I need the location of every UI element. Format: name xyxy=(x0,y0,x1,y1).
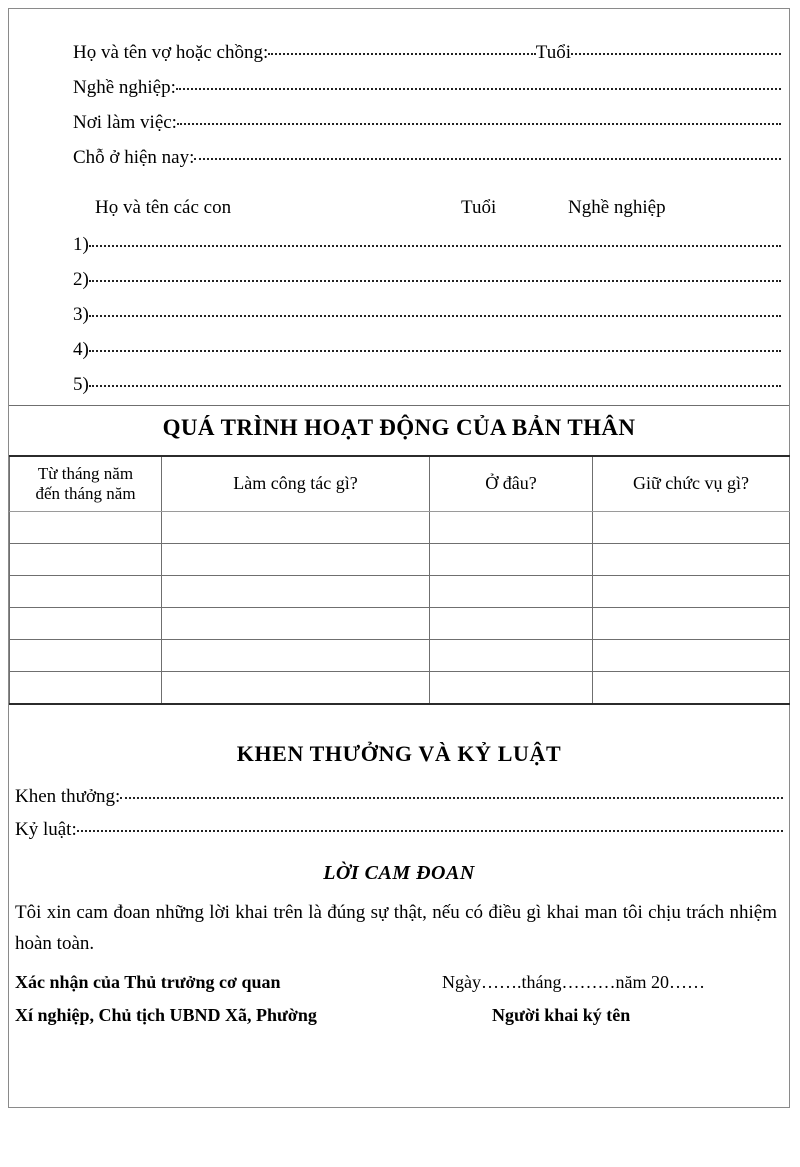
activity-col-position: Giữ chức vụ gì? xyxy=(593,456,790,512)
child-row xyxy=(73,305,781,340)
field-occupation xyxy=(73,78,781,113)
child-row-number: 5) xyxy=(73,374,89,395)
signature-line-2 xyxy=(15,1005,783,1038)
table-row xyxy=(10,544,790,576)
cell-position[interactable] xyxy=(593,672,790,705)
cell-place[interactable] xyxy=(430,544,593,576)
child-row xyxy=(73,340,781,375)
children-rows xyxy=(73,235,781,410)
table-row xyxy=(10,640,790,672)
activity-col-period-line1: Từ tháng năm xyxy=(37,463,134,483)
activity-section-title: QUÁ TRÌNH HOẠT ĐỘNG CỦA BẢN THÂN xyxy=(162,415,636,440)
cell-work[interactable] xyxy=(162,608,430,640)
field-workplace xyxy=(73,113,781,148)
child-row-dots[interactable] xyxy=(89,315,781,317)
child-row-number: 1) xyxy=(73,234,89,255)
activity-col-place: Ở đâu? xyxy=(430,456,593,512)
activity-table xyxy=(9,455,790,705)
pledge-section-title: LỜI CAM ĐOAN xyxy=(323,862,475,884)
reward-label: Khen thưởng: xyxy=(15,786,121,807)
spouse-name-dots[interactable] xyxy=(268,53,536,55)
confirmation-authority-label: Xác nhận của Thủ trưởng cơ quan xyxy=(15,972,281,992)
children-col-job: Nghề nghiệp xyxy=(568,197,666,218)
reward-dots[interactable] xyxy=(120,797,783,799)
child-row-dots[interactable] xyxy=(89,245,781,247)
table-row xyxy=(10,672,790,705)
cell-place[interactable] xyxy=(430,576,593,608)
activity-col-work: Làm công tác gì? xyxy=(162,456,430,512)
occupation-label: Nghề nghiệp: xyxy=(73,77,176,98)
spouse-age-label: Tuổi xyxy=(535,42,571,63)
cell-position[interactable] xyxy=(593,608,790,640)
cell-place[interactable] xyxy=(430,608,593,640)
spouse-age-dots[interactable] xyxy=(571,53,781,55)
activity-table-header-row xyxy=(10,456,790,512)
cell-period[interactable] xyxy=(10,640,162,672)
activity-col-period xyxy=(10,456,162,512)
reward-section xyxy=(15,787,783,853)
discipline-label: Kỷ luật: xyxy=(15,819,77,840)
child-row xyxy=(73,235,781,270)
workplace-dots[interactable] xyxy=(177,123,781,125)
pledge-text: Tôi xin cam đoan những lời khai trên là đúng sự thật, nếu có điều gì khai man tôi chịu trách nhiệm hoàn toàn. xyxy=(15,902,777,955)
cell-place[interactable] xyxy=(430,512,593,544)
table-row xyxy=(10,576,790,608)
document-content xyxy=(9,9,789,1107)
workplace-label: Nơi làm việc: xyxy=(73,112,177,133)
cell-position[interactable] xyxy=(593,512,790,544)
cell-period[interactable] xyxy=(10,512,162,544)
child-row-dots[interactable] xyxy=(89,280,781,282)
cell-place[interactable] xyxy=(430,640,593,672)
cell-position[interactable] xyxy=(593,544,790,576)
signature-line-1 xyxy=(15,972,783,1005)
cell-position[interactable] xyxy=(593,640,790,672)
activity-table-body xyxy=(10,512,790,705)
cell-period[interactable] xyxy=(10,576,162,608)
residence-label: Chỗ ở hiện nay: xyxy=(73,147,195,168)
reward-section-title: KHEN THƯỞNG VÀ KỶ LUẬT xyxy=(236,741,562,766)
residence-dots[interactable] xyxy=(194,158,781,160)
activity-section-top-rule xyxy=(9,405,789,406)
cell-place[interactable] xyxy=(430,672,593,705)
cell-work[interactable] xyxy=(162,512,430,544)
discipline-dots[interactable] xyxy=(77,830,783,832)
activity-col-period-line2: đến tháng năm xyxy=(35,484,136,503)
field-residence xyxy=(73,148,781,183)
confirmation-authority-sublabel: Xí nghiệp, Chủ tịch UBND Xã, Phường xyxy=(15,1005,317,1025)
child-row-dots[interactable] xyxy=(89,350,781,352)
child-row-dots[interactable] xyxy=(89,385,781,387)
child-row-number: 2) xyxy=(73,269,89,290)
children-col-age: Tuổi xyxy=(461,197,497,218)
child-row-number: 3) xyxy=(73,304,89,325)
spouse-name-label: Họ và tên vợ hoặc chồng: xyxy=(73,42,269,63)
field-spouse-name xyxy=(73,43,781,78)
cell-work[interactable] xyxy=(162,640,430,672)
declarant-signature-label: Người khai ký tên xyxy=(492,1005,631,1025)
signature-section xyxy=(15,972,783,1038)
cell-work[interactable] xyxy=(162,576,430,608)
child-row-number: 4) xyxy=(73,339,89,360)
cell-position[interactable] xyxy=(593,576,790,608)
occupation-dots[interactable] xyxy=(176,88,781,90)
date-label[interactable]: Ngày…….tháng………năm 20…… xyxy=(442,972,705,992)
cell-period[interactable] xyxy=(10,672,162,705)
child-row xyxy=(73,270,781,305)
table-row xyxy=(10,512,790,544)
cell-work[interactable] xyxy=(162,544,430,576)
cell-period[interactable] xyxy=(10,608,162,640)
table-row xyxy=(10,608,790,640)
field-discipline xyxy=(15,820,783,853)
children-col-name: Họ và tên các con xyxy=(95,197,232,218)
field-reward xyxy=(15,787,783,820)
cell-period[interactable] xyxy=(10,544,162,576)
identity-section xyxy=(73,43,781,183)
cell-work[interactable] xyxy=(162,672,430,705)
